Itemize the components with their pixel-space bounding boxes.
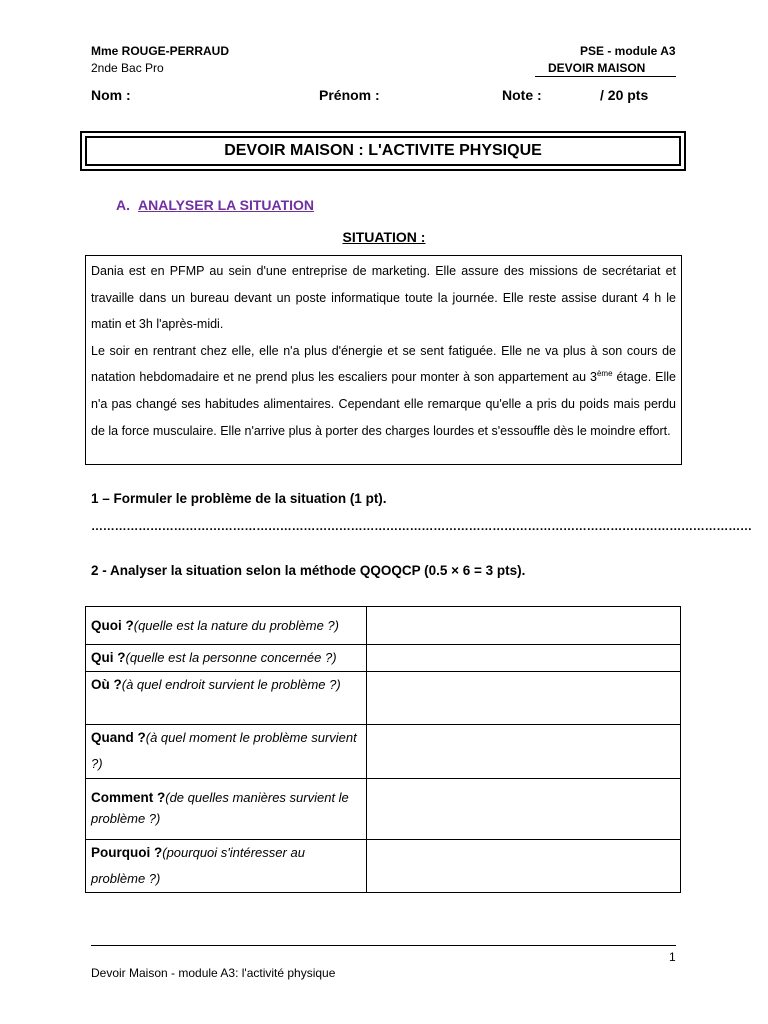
page-number: 1 xyxy=(669,950,676,964)
answer-line[interactable]: …………………………………………………………………………………………………………………………………………………… xyxy=(91,519,752,533)
situation-paragraph-2 xyxy=(91,338,676,444)
module-label: PSE - module A3 xyxy=(580,44,676,58)
points-total: / 20 pts xyxy=(600,87,649,103)
footer-rule xyxy=(91,945,676,946)
page-title: DEVOIR MAISON : L'ACTIVITE PHYSIQUE xyxy=(85,136,681,166)
qqoqcp-label-ou: Où ?(à quel endroit survient le problème ?) xyxy=(86,672,367,725)
qqoqcp-label-quoi: Quoi ?(quelle est la nature du problème ?) xyxy=(86,607,367,645)
section-a-label: ANALYSER LA SITUATION xyxy=(138,197,315,213)
qqoqcp-label-comment: Comment ?(de quelles manières survient le problème ?) xyxy=(86,779,367,840)
situation-text-2a: Le soir en rentrant chez elle, elle n'a plus d'énergie et se sent fatiguée. Elle ne va plus à son cours de natation hebdomadaire et ne prend plus les escaliers pour monter à son appartement au 3 xyxy=(91,343,676,385)
qqoqcp-label-quand: Quand ?(à quel moment le problème survient ?) xyxy=(86,725,367,779)
situation-paragraph-1: Dania est en PFMP au sein d'une entreprise de marketing. Elle assure des missions de secrétariat et travaille dans un bureau devant un poste informatique toute la journée. Elle reste assise durant 4 h le matin et 3h l'après-midi. xyxy=(91,264,676,332)
table-row xyxy=(86,779,681,840)
superscript-eme: ème xyxy=(596,369,613,379)
teacher-name: Mme ROUGE-PERRAUD xyxy=(91,44,230,58)
footer-text: Devoir Maison - module A3: l'activité physique xyxy=(91,966,336,980)
title-box xyxy=(80,131,686,171)
qqoqcp-label-qui: Qui ?(quelle est la personne concernée ?) xyxy=(86,645,367,672)
answer-cell-comment[interactable] xyxy=(367,779,681,840)
class-level: 2nde Bac Pro xyxy=(91,61,164,75)
question-2: 2 - Analyser la situation selon la méthode QQOQCP (0.5 × 6 = 3 pts). xyxy=(91,563,526,578)
table-row xyxy=(86,840,681,893)
table-row xyxy=(86,607,681,645)
situation-text-2b: étage. Elle n'a pas changé ses habitudes alimentaires. Cependant elle remarque qu'elle a pris du poids mais perdu de la force musculaire. Elle n'arrive plus à porter des charges lourdes et s'essouffle dès le moindre effort. xyxy=(91,370,676,438)
qqoqcp-table xyxy=(85,606,681,893)
situation-box xyxy=(85,255,682,465)
table-row xyxy=(86,645,681,672)
note-field: Note : xyxy=(502,87,542,103)
nom-field: Nom : xyxy=(91,87,131,103)
table-row xyxy=(86,672,681,725)
section-a-heading xyxy=(116,197,314,213)
answer-cell-qui[interactable] xyxy=(367,645,681,672)
doc-type-label: DEVOIR MAISON xyxy=(548,61,646,75)
table-row xyxy=(86,725,681,779)
answer-cell-ou[interactable] xyxy=(367,672,681,725)
prenom-field: Prénom : xyxy=(319,87,380,103)
answer-cell-pourquoi[interactable] xyxy=(367,840,681,893)
question-1: 1 – Formuler le problème de la situation (1 pt). xyxy=(91,491,387,506)
situation-heading: SITUATION : xyxy=(342,229,426,245)
qqoqcp-label-pourquoi: Pourquoi ?(pourquoi s'intéresser au problème ?) xyxy=(86,840,367,893)
header-rule xyxy=(535,76,676,77)
answer-cell-quoi[interactable] xyxy=(367,607,681,645)
answer-cell-quand[interactable] xyxy=(367,725,681,779)
section-a-letter: A. xyxy=(116,197,130,213)
